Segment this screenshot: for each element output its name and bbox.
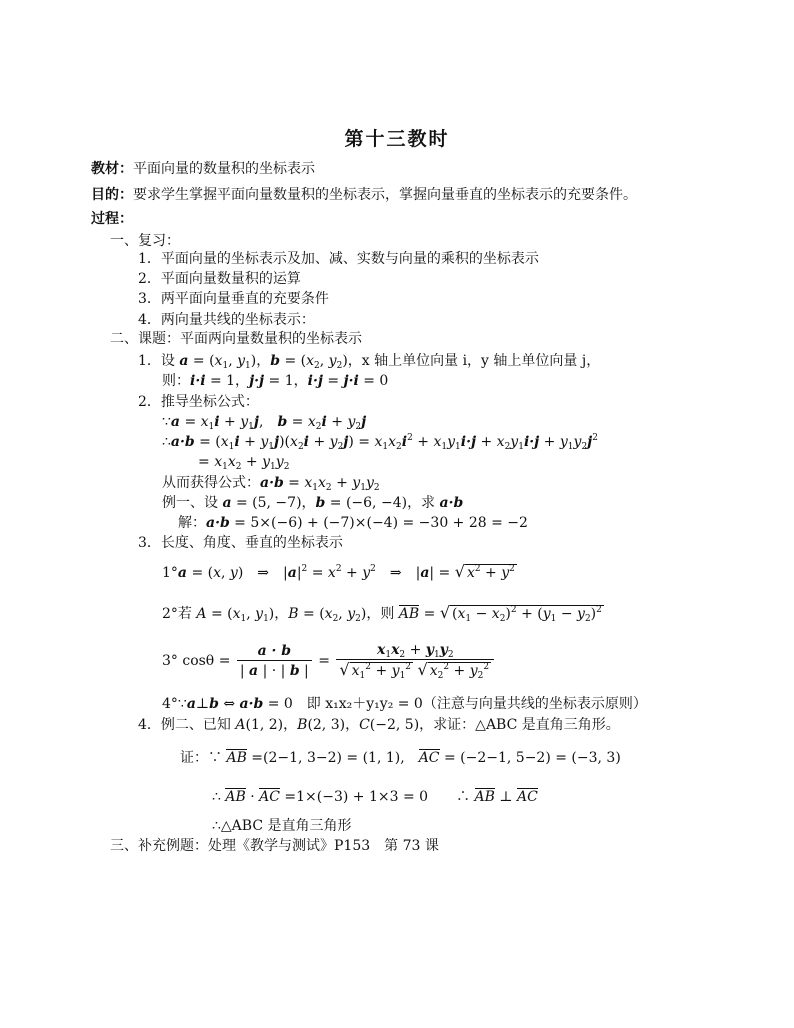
review-item-1: 1．平面向量的坐标表示及加、减、实数与向量的乘积的坐标表示 bbox=[138, 251, 539, 267]
item4-prefix: 4．例二、已知 bbox=[138, 717, 231, 733]
review-heading: 一、复习： bbox=[110, 233, 180, 249]
supplement-line: 三、补充例题：处理《教学与测试》P153 第 73 课 bbox=[110, 838, 439, 854]
formula-line: 从而获得公式：$a\cdot b = x_1x_2 + y_1y_2$ bbox=[162, 475, 380, 493]
item1-then-line: 则：i·i = 1，j·j = 1，i·j = j·i = 0 bbox=[162, 373, 389, 389]
derivation-line-2: ∴a·b = $(x_1i + y_1j)(x_2i + y_2j) = x_1x_2i^2 + x_1y_1i\cdot j + x_2y_1i\cdot j + y_1y_2j^2$ bbox=[162, 433, 598, 452]
proof-label: 证： bbox=[180, 750, 208, 766]
proof-line-1: 证：∵ AB =(2−1, 3−2) = (1, 1), AC = (−2−1, 5−2) = (−3, 3) bbox=[180, 750, 621, 766]
lesson-item-1: 1．设 $a = (x_1$, $y_1$)，$b = (x_2$, $y_2$)，x 轴上单位向量 i，y 轴上单位向量 j， bbox=[138, 353, 601, 371]
material-label: 教材： bbox=[91, 161, 133, 177]
item1-then: 则： bbox=[162, 373, 190, 389]
item4-ask: ，求证：△ABC 是直角三角形。 bbox=[419, 717, 620, 733]
proof-line-2: ∴ AB · AC =1×(−3) + 1×3 = 0 ∴ AB ⊥ AC bbox=[212, 789, 538, 805]
proof-conclusion: ∴△ABC 是直角三角形 bbox=[212, 818, 352, 834]
goal-text: 要求学生掌握平面向量数量积的坐标表示，掌握向量垂直的坐标表示的充要条件。 bbox=[133, 187, 637, 203]
goal-line bbox=[91, 186, 637, 204]
solution-label: 解： bbox=[178, 515, 206, 531]
lesson-heading: 二、课题：平面两向量数量积的坐标表示 bbox=[110, 331, 362, 347]
material-text: 平面向量的数量积的坐标表示 bbox=[133, 161, 315, 177]
formula-obtain: 从而获得公式： bbox=[162, 475, 260, 491]
if-text: 若 bbox=[177, 606, 192, 622]
derivation-line-3: = $x_1x_2 + y_1y_2$ bbox=[198, 454, 290, 472]
goal-label: 目的： bbox=[91, 187, 133, 203]
distance-formula: 2°若 $A = (x_1$, $y_1$)，$B = (x_2$, $y_2$)，则 AB = √ $(x_1 - x_2)^2 + (y_1 - y_2)^2$ bbox=[162, 603, 602, 624]
example1-ask: ，求 bbox=[407, 495, 436, 511]
lesson-item-4: 4．例二、已知 A(1, 2)，B(2, 3)，C(−2, 5)，求证：△ABC 是直角三角形。 bbox=[138, 717, 620, 733]
material-line bbox=[91, 160, 315, 178]
length-formula: 1°a = (x, y) ⇒ $|a|^2 = x^2 + y^2$ ⇒ |a| = √ $x^2 + y^2$ bbox=[162, 562, 515, 581]
item1-prefix: 1．设 bbox=[138, 353, 175, 369]
example1-line: 例一、设 a = (5, −7)，b = (−6, −4)，求 a·b bbox=[162, 495, 464, 511]
item1-text: x 轴上单位向量 i，y 轴上单位向量 j， bbox=[361, 353, 601, 369]
review-item-2: 2．平面向量数量积的运算 bbox=[138, 271, 301, 287]
note4: 即 x₁x₂＋y₁y₂ = 0（注意与向量共线的坐标表示原则） bbox=[306, 696, 647, 712]
solution-line: 解：a·b = 5×(−6) + (−7)×(−4) = −30 + 28 = −2 bbox=[178, 515, 528, 531]
angle-formula: 3° cosθ = $\frac{a \cdot b}{| a | \cdot | b |}$ = $\frac{x_1x_2 + y_1y_2}{√ x_1^2 + y_1^2 √ x_2^2 + y_2^2}$ bbox=[162, 641, 496, 681]
page-title: 第十三教时 bbox=[344, 128, 450, 150]
review-item-4: 4．两向量共线的坐标表示： bbox=[138, 312, 315, 328]
lesson-item-2: 2．推导坐标公式： bbox=[138, 394, 259, 410]
derivation-line-1: ∵a = $x_1i + y_1j$, $b = x_2i + y_2j$ bbox=[162, 414, 367, 432]
perpendicular-formula: 4°∵a⊥b ⇔ a·b = 0 即 x₁x₂＋y₁y₂ = 0（注意与向量共线的坐标表示原则） bbox=[162, 696, 647, 712]
process-label: 过程： bbox=[91, 211, 133, 227]
lesson-item-3: 3．长度、角度、垂直的坐标表示 bbox=[138, 535, 343, 551]
review-item-3: 3．两平面向量垂直的充要条件 bbox=[138, 291, 329, 307]
then-text: ，则 bbox=[366, 606, 395, 622]
example1-label: 例一、设 bbox=[162, 495, 218, 511]
